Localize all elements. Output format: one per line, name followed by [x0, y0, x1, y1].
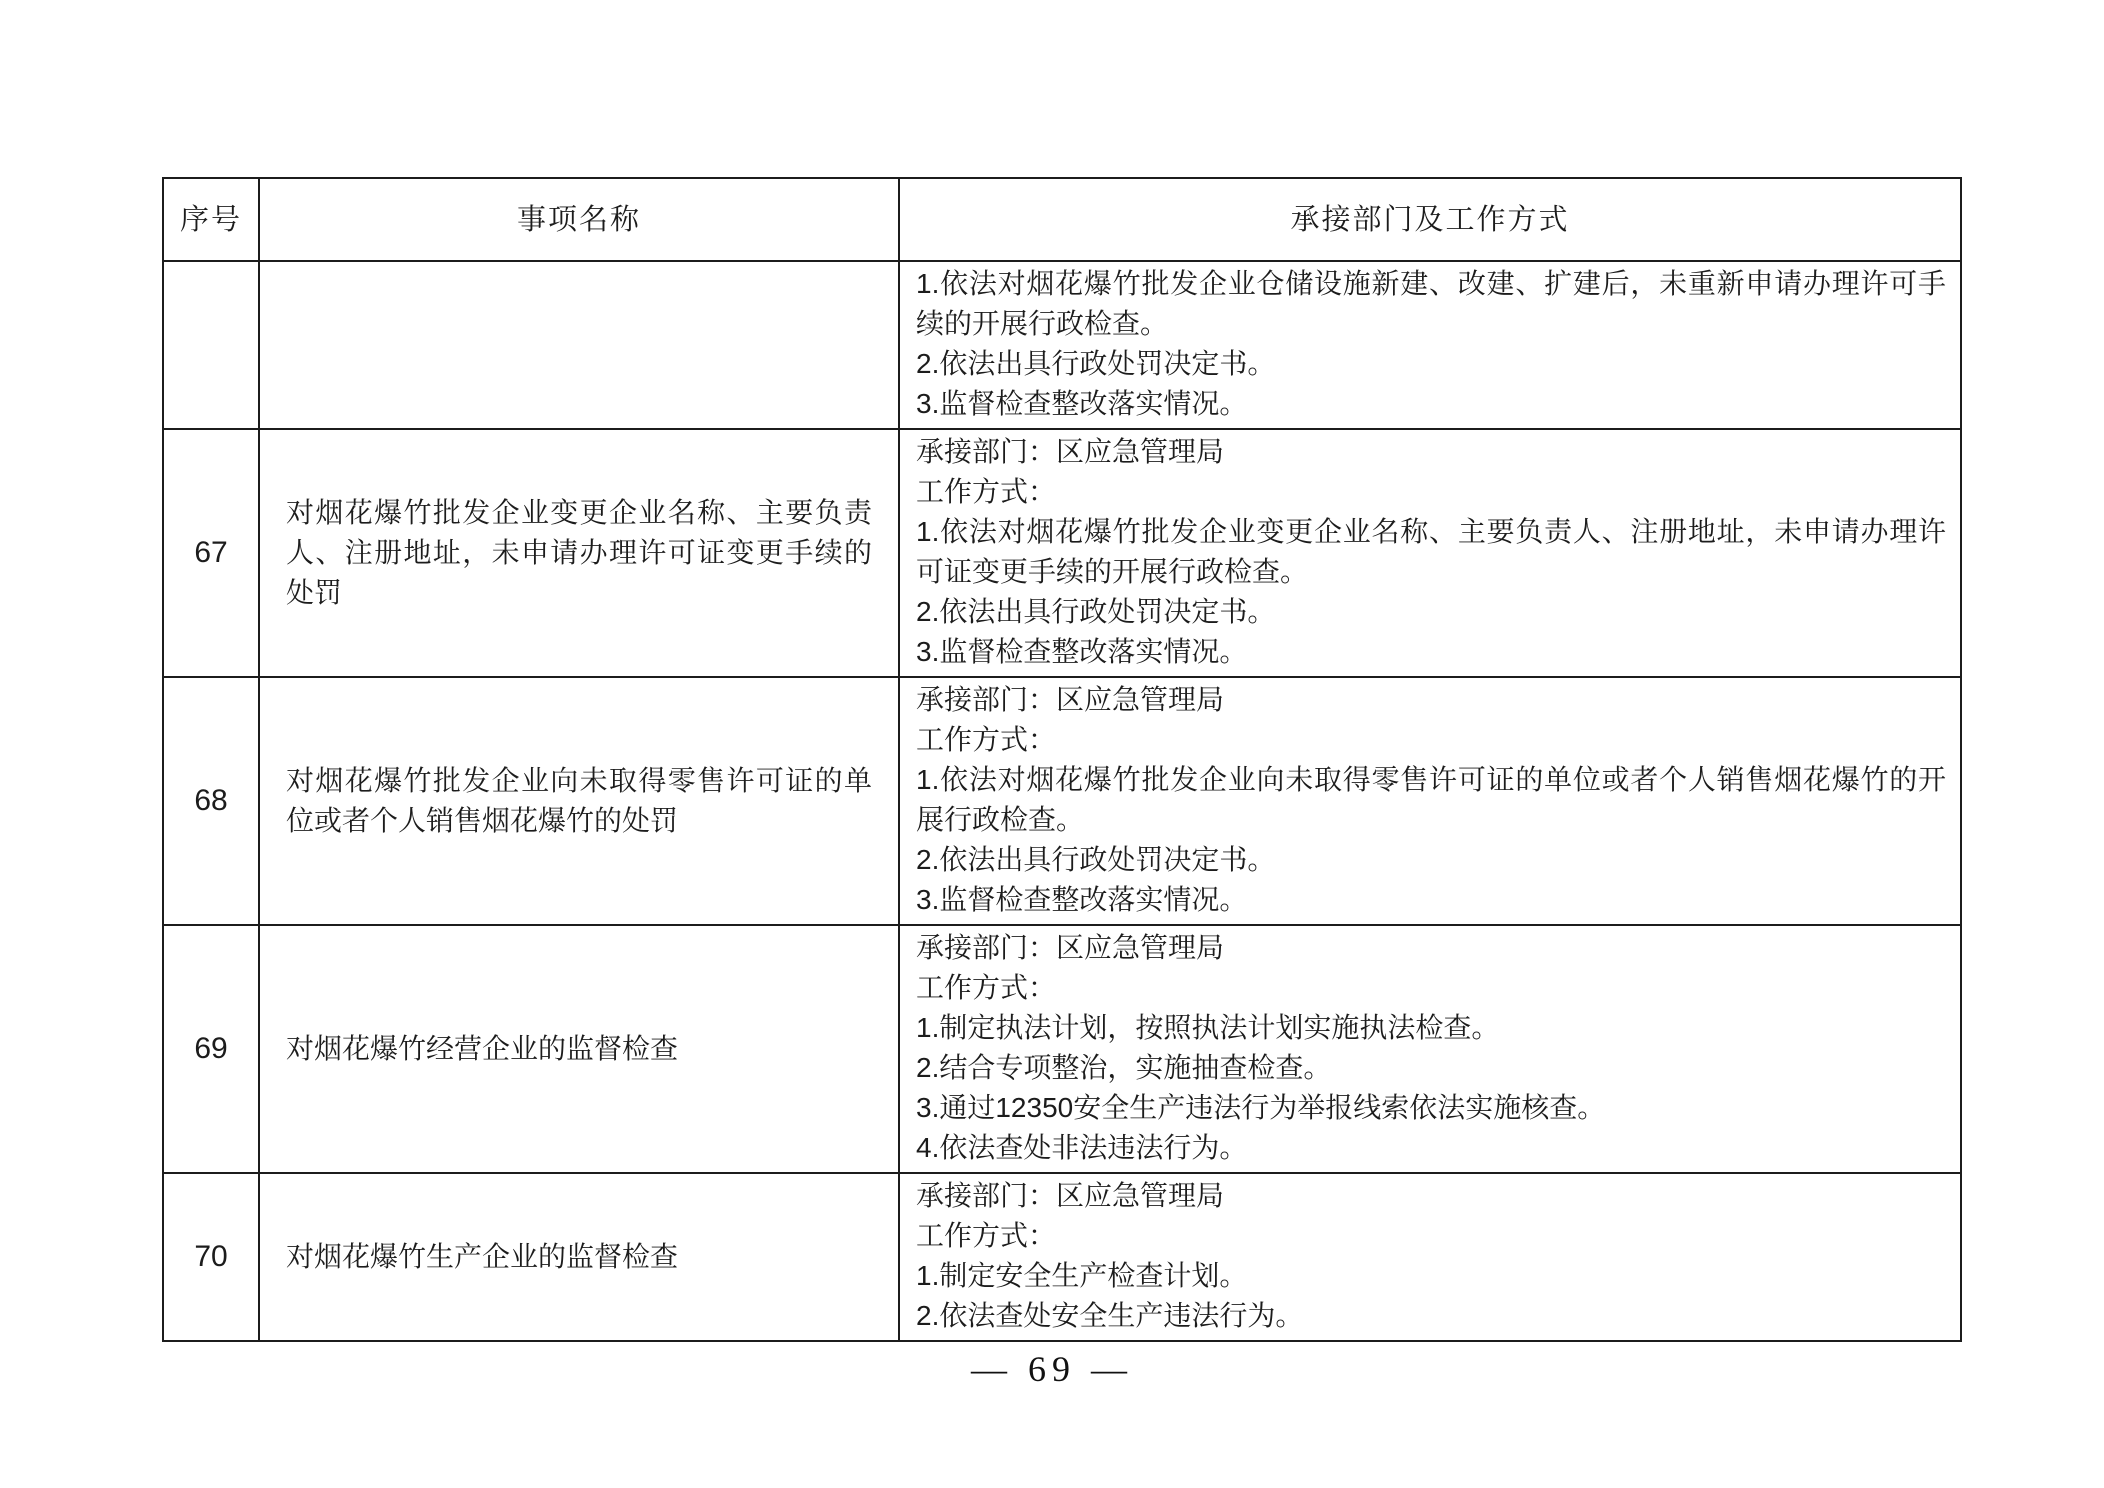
row-number-cell — [164, 926, 258, 1172]
item-name: 对烟花爆竹批发企业向未取得零售许可证的单位或者个人销售烟花爆竹的处罚 — [286, 765, 872, 836]
item-name-cell — [258, 430, 898, 676]
detail-cell — [898, 678, 1960, 924]
row-number-cell — [164, 262, 258, 428]
row-number: 68 — [194, 784, 228, 817]
detail-line: 承接部门：区应急管理局 — [916, 1180, 1225, 1211]
detail-line: 2.依法出具行政处罚决定书。 — [916, 844, 1276, 875]
header-cell-number: 序号 — [179, 203, 242, 236]
page-number: — 69 — — [971, 1349, 1133, 1389]
detail-line: 1.依法对烟花爆竹批发企业向未取得零售许可证的单位或者个人销售烟花爆竹的开展行政检查。 — [916, 764, 1946, 835]
detail-line: 1.制定执法计划，按照执法计划实施执法检查。 — [916, 1012, 1500, 1043]
detail-line: 2.结合专项整治，实施抽查检查。 — [916, 1052, 1332, 1083]
detail-cell — [898, 1174, 1960, 1340]
detail-line: 4.依法查处非法违法行为。 — [916, 1132, 1248, 1163]
table-row — [164, 676, 1960, 924]
detail-line: 1.制定安全生产检查计划。 — [916, 1260, 1248, 1291]
table-header-row — [164, 179, 1960, 260]
detail-cell — [898, 926, 1960, 1172]
table-row — [164, 924, 1960, 1172]
item-name-cell — [258, 678, 898, 924]
detail-line: 承接部门：区应急管理局 — [916, 932, 1225, 963]
detail-line: 3.通过12350安全生产违法行为举报线索依法实施核查。 — [916, 1092, 1606, 1123]
table-row — [164, 1172, 1960, 1340]
items-table — [162, 177, 1962, 1342]
detail-line: 承接部门：区应急管理局 — [916, 436, 1225, 467]
item-name: 对烟花爆竹生产企业的监督检查 — [286, 1241, 679, 1272]
header-cell-department: 承接部门及工作方式 — [898, 179, 1960, 260]
detail-cell — [898, 430, 1960, 676]
detail-line: 工作方式： — [916, 972, 1057, 1003]
detail-line: 工作方式： — [916, 724, 1057, 755]
table-row — [164, 260, 1960, 428]
detail-line: 工作方式： — [916, 1220, 1057, 1251]
detail-line: 3.监督检查整改落实情况。 — [916, 636, 1248, 667]
detail-line: 3.监督检查整改落实情况。 — [916, 884, 1248, 915]
detail-line: 1.依法对烟花爆竹批发企业仓储设施新建、改建、扩建后，未重新申请办理许可手续的开展行政检查。 — [916, 268, 1946, 339]
row-number: 69 — [194, 1032, 228, 1065]
item-name-cell — [258, 926, 898, 1172]
item-name: 对烟花爆竹批发企业变更企业名称、主要负责人、注册地址，未申请办理许可证变更手续的处罚 — [286, 497, 872, 608]
detail-line: 3.监督检查整改落实情况。 — [916, 388, 1248, 419]
item-name: 对烟花爆竹经营企业的监督检查 — [286, 1033, 679, 1064]
row-number: 70 — [194, 1240, 228, 1273]
detail-line: 工作方式： — [916, 476, 1057, 507]
row-number: 67 — [194, 536, 228, 569]
row-number-cell — [164, 678, 258, 924]
row-number-cell — [164, 1174, 258, 1340]
item-name-cell — [258, 1174, 898, 1340]
table-row — [164, 428, 1960, 676]
item-name-cell — [258, 262, 898, 428]
detail-line: 2.依法出具行政处罚决定书。 — [916, 348, 1276, 379]
detail-line: 1.依法对烟花爆竹批发企业变更企业名称、主要负责人、注册地址，未申请办理许可证变更手续的开展行政检查。 — [916, 516, 1946, 587]
row-number-cell — [164, 430, 258, 676]
detail-line: 2.依法出具行政处罚决定书。 — [916, 596, 1276, 627]
detail-line: 承接部门：区应急管理局 — [916, 684, 1225, 715]
detail-cell — [898, 262, 1960, 428]
header-cell-item-name: 事项名称 — [258, 179, 898, 260]
detail-line: 2.依法查处安全生产违法行为。 — [916, 1300, 1304, 1331]
